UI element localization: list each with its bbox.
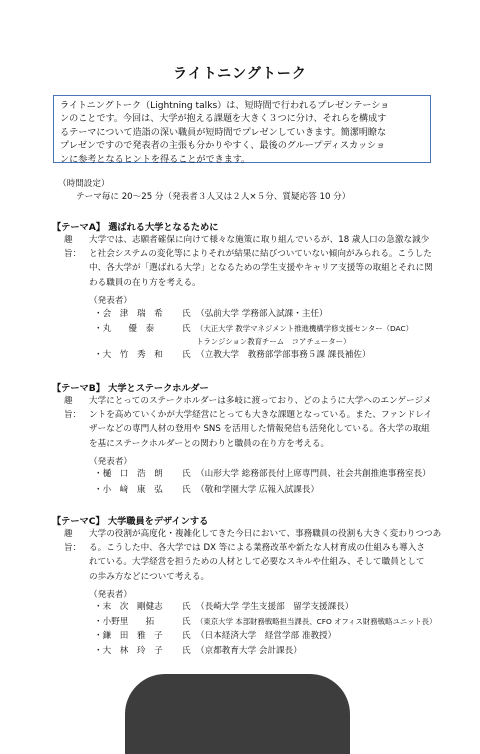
presenters-label: （発表者） bbox=[89, 457, 132, 467]
gist-line: 大学にとってのステークホルダーは多岐に渡っており、どのように大学へのエンゲージメ bbox=[89, 396, 432, 406]
gist-line: の歩み方などについて考える。 bbox=[89, 571, 210, 582]
speaker-name: ・鎌 田 雅 子 bbox=[94, 631, 163, 641]
speaker-row bbox=[94, 630, 336, 643]
speaker-affiliation: （日本経済大学 経営学部 准教授） bbox=[196, 631, 337, 641]
theme-c-heading: 【テーマC】 大学職員をデザインする bbox=[52, 516, 209, 527]
speaker-honorific: 氏 bbox=[182, 602, 191, 612]
speaker-row bbox=[94, 601, 353, 614]
speaker-name: ・大 竹 秀 和 bbox=[94, 350, 163, 360]
speaker-affiliation: （立教大学 教務部学部事務５課 課長補佐） bbox=[196, 350, 371, 360]
speaker-row bbox=[94, 645, 302, 658]
gist-line: 大学では、志願者確保に向けて様々な施策に取り組んでいるが、18 歳人口の急激な減少 bbox=[89, 235, 430, 245]
gist-line: 大学の役割が高度化・複雑化してきた今日において、事務職員の役割も大きく変わりつつあ bbox=[89, 529, 442, 539]
speaker-honorific: 氏 bbox=[182, 631, 191, 641]
gist-label: 趣旨： bbox=[64, 529, 82, 554]
speaker-affiliation: （大正大学 教学マネジメント推進機構学修支援センター（DAC） bbox=[196, 324, 414, 333]
gist-label: 趣旨： bbox=[64, 235, 82, 260]
speaker-affiliation: （敬和学園大学 広報入試課長） bbox=[196, 485, 320, 495]
presenters-label: （発表者） bbox=[89, 590, 132, 600]
intro-box bbox=[53, 95, 431, 163]
speaker-honorific: 氏 bbox=[182, 646, 191, 656]
speaker-name: ・小野里 拓 bbox=[94, 617, 155, 627]
speaker-honorific: 氏 bbox=[182, 324, 191, 334]
speaker-affiliation: （山形大学 総務部長付上席専門員、社会共創推進事務室長） bbox=[196, 469, 431, 479]
speaker-honorific: 氏 bbox=[182, 469, 191, 479]
speaker-affiliation: （東京大学 本部財務戦略担当課長、CFO オフィス財務戦略ユニット長） bbox=[196, 617, 437, 626]
gist-label: 趣旨： bbox=[64, 396, 82, 421]
bottom-decoration bbox=[125, 674, 350, 754]
intro-line: プレゼンですので発表者の主張も分かりやすく、最後のグループディスカッショ bbox=[60, 141, 386, 152]
speaker-honorific: 氏 bbox=[182, 309, 191, 319]
page-title: ライトニングトーク bbox=[173, 66, 307, 82]
speaker-row bbox=[94, 484, 319, 497]
speaker-honorific: 氏 bbox=[182, 485, 191, 495]
speaker-affiliation: （京都教育大学 会計課長） bbox=[196, 646, 302, 656]
gist-line: れている。大学経営を担うための人材として必要なスキルや仕組み、そして職員として bbox=[89, 557, 425, 568]
intro-line: ンに参考となるヒントを得ることができます。 bbox=[60, 154, 251, 165]
intro-line: ンのことです。今回は、大学が抱える課題を大きく３つに分け、それらを構成す bbox=[60, 114, 387, 125]
speaker-name: ・会 津 瑞 希 bbox=[94, 309, 163, 319]
gist-line: と社会システムの変化等によりそれが結果に結びついていない傾向がみられる。こうした bbox=[89, 249, 432, 260]
speaker-name: ・大 林 玲 子 bbox=[94, 646, 163, 656]
gist-line: 中、各大学が「選ばれる大学」となるための学生支援やキャリア支援等の取組とそれに関 bbox=[89, 263, 433, 274]
speaker-name: ・末 次 剛健志 bbox=[94, 602, 163, 612]
gist-line: ントを高めていくかが大学経営にとっても大きな課題となっている。また、ファンドレイ bbox=[89, 410, 432, 421]
time-setting-text: テーマ毎に 20～25 分（発表者３人又は２人×５分、質疑応答 10 分） bbox=[76, 192, 351, 202]
speaker-affiliation: （弘前大学 学務部入試課・主任） bbox=[196, 309, 328, 319]
gist-line: わる職員の在り方を考える。 bbox=[89, 277, 201, 288]
speaker-row bbox=[94, 615, 437, 629]
speaker-affiliation: （長崎大学 学生支援部 留学支援課長） bbox=[196, 602, 354, 612]
time-setting-label: （時間設定） bbox=[58, 179, 110, 189]
speaker-name: ・樋 口 浩 朗 bbox=[94, 469, 163, 479]
theme-a-heading: 【テーマA】 選ばれる大学となるために bbox=[52, 222, 219, 233]
intro-line: るテーマについて造詣の深い職員が短時間でプレゼンしていきます。簡潔明瞭な bbox=[60, 127, 387, 138]
speaker-name: ・丸 優 泰 bbox=[94, 324, 155, 334]
gist-line: ザーなどの専門人材の登用や SNS を活用した情報発信も活発化している。各大学の取組 bbox=[89, 424, 430, 435]
gist-line: る。こうした中、各大学では DX 等による業務改革や新たな人材育成の仕組みも導入さ bbox=[89, 543, 425, 554]
speaker-row bbox=[94, 322, 413, 336]
intro-line: ライトニングトーク（Lightning talks）は、短時間で行われるプレゼンテーショ bbox=[60, 101, 390, 111]
presenters-label: （発表者） bbox=[89, 296, 132, 306]
speaker-row bbox=[94, 349, 371, 362]
speaker-row bbox=[94, 468, 431, 481]
speaker-affiliation-continued: トランジション教育チーム コアチューター） bbox=[196, 337, 351, 346]
speaker-honorific: 氏 bbox=[182, 617, 191, 627]
speaker-honorific: 氏 bbox=[182, 350, 191, 360]
speaker-row bbox=[94, 308, 328, 321]
speaker-name: ・小 﨑 康 弘 bbox=[94, 485, 163, 495]
theme-b-heading: 【テーマB】 大学とステークホルダー bbox=[52, 383, 209, 394]
gist-line: を基にステークホルダーとの関わりと職員の在り方を考える。 bbox=[89, 438, 330, 449]
